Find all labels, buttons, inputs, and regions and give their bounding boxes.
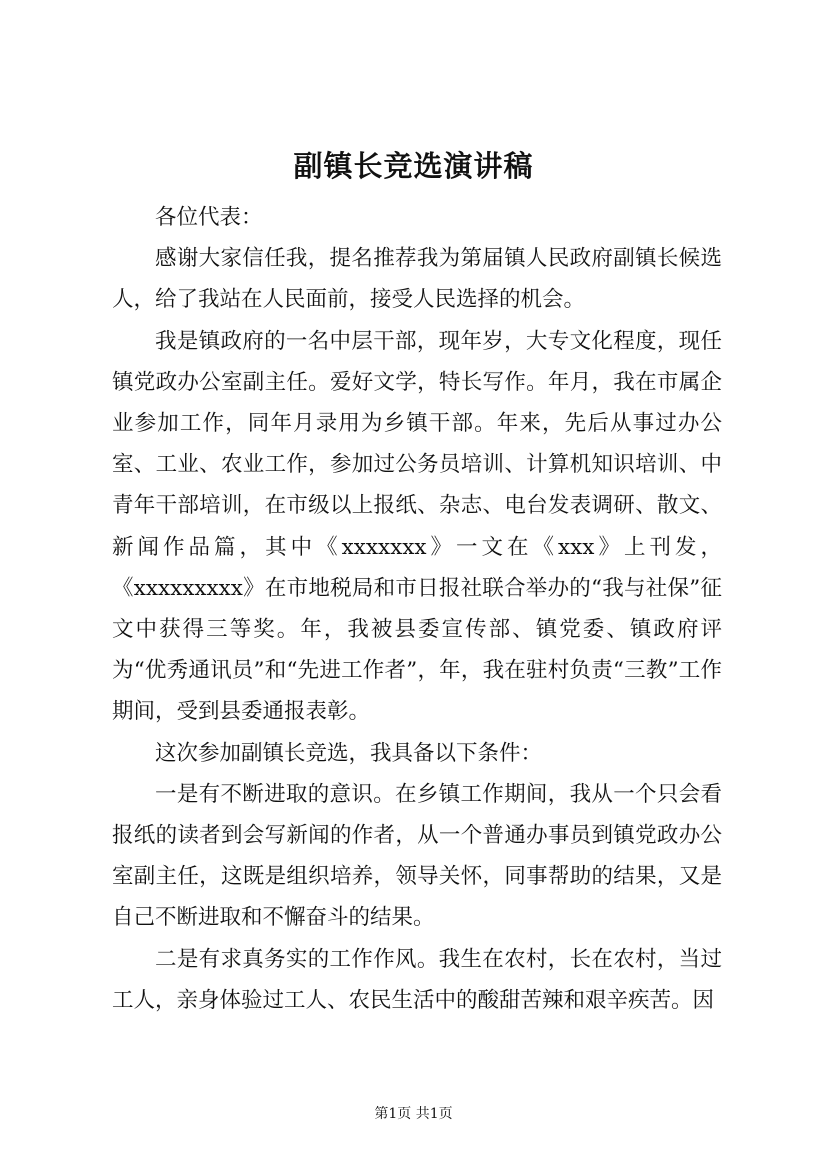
document-body xyxy=(112,197,722,1021)
paragraph-conditions-intro: 这次参加副镇长竞选，我具备以下条件： xyxy=(155,740,543,766)
paragraph-thanks: 感谢大家信任我，提名推荐我为第届镇人民政府副镇长候选人，给了我站在人民面前，接受人民选择的机会。 xyxy=(112,246,722,313)
paragraph-background: 我是镇政府的一名中层干部，现年岁，大专文化程度，现任镇党政办公室副主任。爱好文学，特长写作。年月，我在市属企业参加工作，同年月录用为乡镇干部。年来，先后从事过办公室、工业、农业工作，参加过公务员培训、计算机知识培训、中青年干部培训，在市级以上报纸、杂志、电台发表调研、散文、新闻作品篇，其中《xxxxxxx》一文在《xxx》上刊发，《xxxxxxxxx》在市地税局和市日报社联合举办的“我与社保”征文中获得三等奖。年，我被县委宣传部、镇党委、镇政府评为“优秀通讯员”和“先进工作者”，年，我在驻村负责“三教”工作期间，受到县委通报表彰。 xyxy=(112,328,722,725)
page-footer: 第1页 共1页 xyxy=(374,1106,453,1122)
paragraph-condition-one: 一是有不断进取的意识。在乡镇工作期间，我从一个只会看报纸的读者到会写新闻的作者，从一个普通办事员到镇党政办公室副主任，这既是组织培养，领导关怀，同事帮助的结果，又是自己不断进取和不懈奋斗的结果。 xyxy=(112,781,722,931)
document-title: 副镇长竞选演讲稿 xyxy=(293,149,534,183)
paragraph-condition-two: 二是有求真务实的工作作风。我生在农村，长在农村，当过工人，亲身体验过工人、农民生活中的酸甜苦辣和艰辛疾苦。因 xyxy=(112,946,722,1013)
paragraph-salutation: 各位代表： xyxy=(155,205,263,230)
